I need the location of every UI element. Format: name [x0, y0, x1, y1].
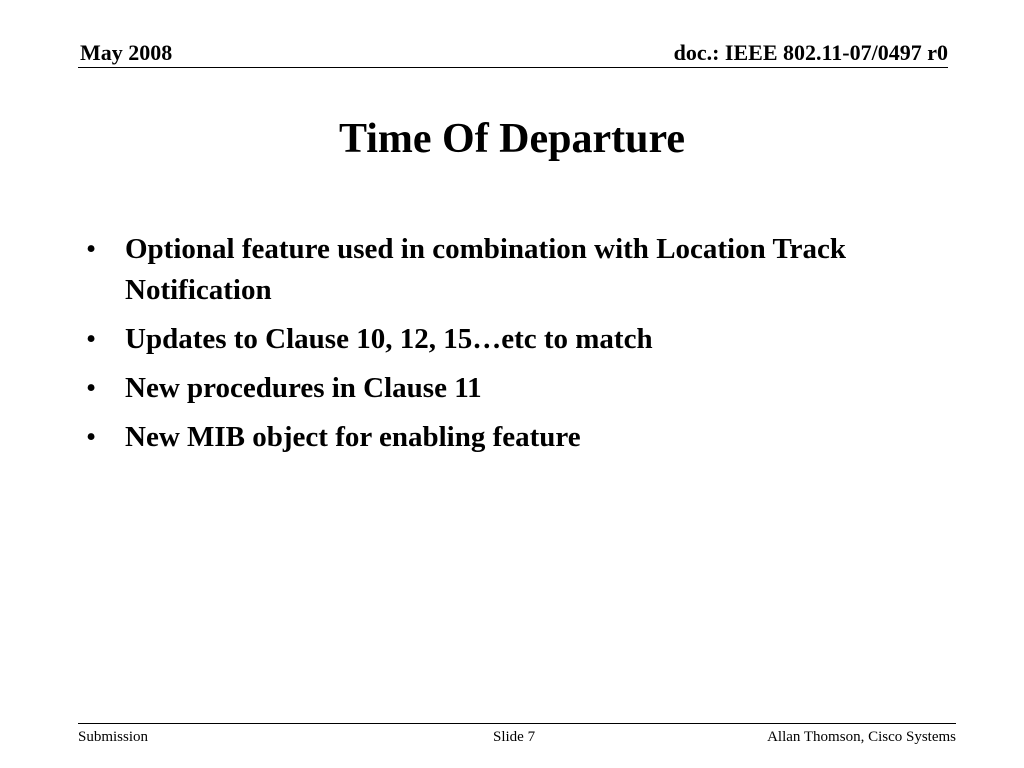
- bullet-icon: •: [86, 323, 97, 355]
- slide-title: Time Of Departure: [338, 116, 686, 162]
- footer-slide-number: Slide 7: [493, 729, 536, 745]
- bullet-text: New MIB object for enabling feature: [125, 421, 581, 453]
- bullet-list: [86, 229, 926, 466]
- bullet-text: New procedures in Clause 11: [125, 372, 482, 404]
- bullet-text: Optional feature used in combination with Location Track Notification: [125, 233, 847, 306]
- header-doc-id: doc.: IEEE 802.11-07/0497 r0: [673, 40, 948, 65]
- bullet-icon: •: [86, 233, 97, 265]
- header-divider: [78, 67, 948, 68]
- bullet-icon: •: [86, 372, 97, 404]
- bullet-item: [86, 417, 926, 458]
- footer-author: Allan Thomson, Cisco Systems: [767, 729, 956, 745]
- bullet-icon: •: [86, 421, 97, 453]
- header-date: May 2008: [80, 40, 173, 65]
- bullet-item: [86, 229, 926, 311]
- bullet-item: [86, 319, 926, 360]
- bullet-text: Updates to Clause 10, 12, 15…etc to match: [125, 323, 653, 355]
- footer-divider: [78, 723, 956, 724]
- bullet-item: [86, 368, 926, 409]
- footer-submission: Submission: [78, 729, 149, 745]
